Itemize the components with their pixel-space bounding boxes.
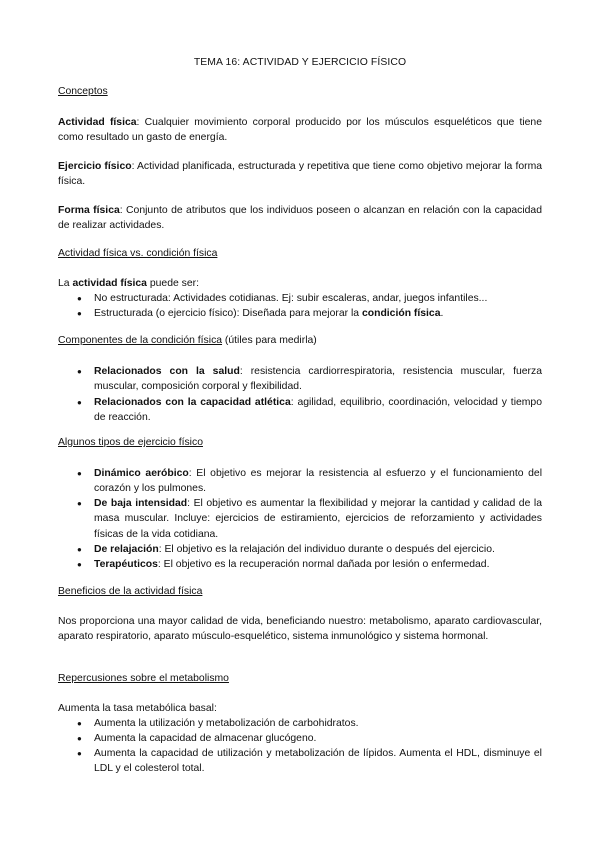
term-capacidad-atletica: Relacionados con la capacidad atlética xyxy=(94,397,291,408)
list-item-relajacion xyxy=(94,542,542,557)
heading-repercusiones: Repercusiones sobre el metabolismo xyxy=(58,673,229,684)
heading-componentes-suffix: (útiles para medirla) xyxy=(222,335,317,346)
heading-beneficios: Beneficios de la actividad física xyxy=(58,586,203,597)
term-dinamico-aerobico: Dinámico aeróbico xyxy=(94,468,189,479)
list-item-dinamico-aerobico xyxy=(94,466,542,497)
list-item-glucogeno: ● Aumenta la capacidad de almacenar glucógeno. xyxy=(94,731,542,746)
paragraph-actividad-fisica xyxy=(58,115,542,146)
list-item-terapeuticos xyxy=(94,557,542,572)
heading-componentes-wrapper xyxy=(58,335,317,346)
heading-actividad-vs-condicion: Actividad física vs. condición física xyxy=(58,248,218,259)
list-item-relacionados-salud xyxy=(94,364,542,395)
intro-actividad-fisica xyxy=(58,276,542,291)
text-terapeuticos: : El objetivo es la recuperación normal dañada por lesión o enfermedad. xyxy=(157,559,490,570)
intro-tasa-metabolica: Aumenta la tasa metabólica basal: xyxy=(58,703,217,714)
term-relajacion: De relajación xyxy=(94,544,159,555)
document-title: TEMA 16: ACTIVIDAD Y EJERCICIO FÍSICO xyxy=(193,57,407,68)
text-dinamico-aerobico: : El objetivo es mejorar la resistencia al esfuerzo y el funcionamiento del corazón y los pulmones. xyxy=(94,468,542,495)
term-baja-intensidad: De baja intensidad xyxy=(94,498,188,509)
list-item-capacidad-atletica xyxy=(94,395,542,426)
definition-actividad-fisica: : Cualquier movimiento corporal producido por los músculos esqueléticos que tiene como resultado un gasto de energía. xyxy=(58,117,542,144)
intro-text-c: puede ser: xyxy=(146,278,199,289)
paragraph-beneficios: Nos proporciona una mayor calidad de vida, beneficiando nuestro: metabolismo, aparato cardiovascular, aparato respiratorio, aparato músculo-esquelético, sistema inmunológico y sistema hormonal. xyxy=(58,616,542,643)
heading-conceptos: Conceptos xyxy=(58,86,108,97)
term-terapeuticos: Terapéuticos xyxy=(94,559,158,570)
intro-text-a: La xyxy=(58,278,73,289)
text-capacidad-atletica: : agilidad, equilibrio, coordinación, velocidad y tiempo de reacción. xyxy=(94,397,542,424)
item-text-a: Estructurada (o ejercicio físico): Diseñada para mejorar la xyxy=(94,308,362,319)
term-actividad-fisica: Actividad física xyxy=(58,117,137,128)
paragraph-ejercicio-fisico xyxy=(58,159,542,190)
list-item-lipidos: ● Aumenta la capacidad de utilización y metabolización de lípidos. Aumenta el HDL, disminuye el LDL y el colesterol total. xyxy=(94,746,542,777)
term-forma-fisica: Forma física xyxy=(58,205,120,216)
list-item-baja-intensidad xyxy=(94,496,542,542)
item-text-b: condición física xyxy=(361,308,441,319)
list-item-estructurada xyxy=(94,306,542,321)
intro-text-b: actividad física xyxy=(72,278,147,289)
paragraph-forma-fisica xyxy=(58,203,542,234)
text-relajacion: : El objetivo es la relajación del individuo durante o después del ejercicio. xyxy=(158,544,495,555)
heading-tipos-ejercicio: Algunos tipos de ejercicio físico xyxy=(58,437,203,448)
heading-componentes: Componentes de la condición física xyxy=(58,335,223,346)
text-baja-intensidad: : El objetivo es aumentar la flexibilidad y mejorar la cantidad y calidad de la masa muscular. Incluye: ejercicios de estiramiento, ejercicios de reforzamiento y actividades físicas de la vida cotidiana. xyxy=(94,498,542,540)
term-relacionados-salud: Relacionados con la salud xyxy=(94,366,240,377)
list-item-no-estructurada: ● No estructurada: Actividades cotidianas. Ej: subir escaleras, andar, juegos infantiles... xyxy=(94,291,542,306)
definition-ejercicio-fisico: : Actividad planificada, estructurada y repetitiva que tiene como objetivo mejorar la forma física. xyxy=(58,161,543,188)
item-text-c: . xyxy=(440,308,444,319)
term-ejercicio-fisico: Ejercicio físico xyxy=(58,161,132,172)
text-relacionados-salud: : resistencia cardiorrespiratoria, resistencia muscular, fuerza muscular, composición corporal y flexibilidad. xyxy=(94,366,542,393)
list-item-carbohidratos: ● Aumenta la utilización y metabolización de carbohidratos. xyxy=(94,716,542,731)
definition-forma-fisica: : Conjunto de atributos que los individuos poseen o alcanzan en relación con la capacidad de realizar actividades. xyxy=(58,205,542,232)
